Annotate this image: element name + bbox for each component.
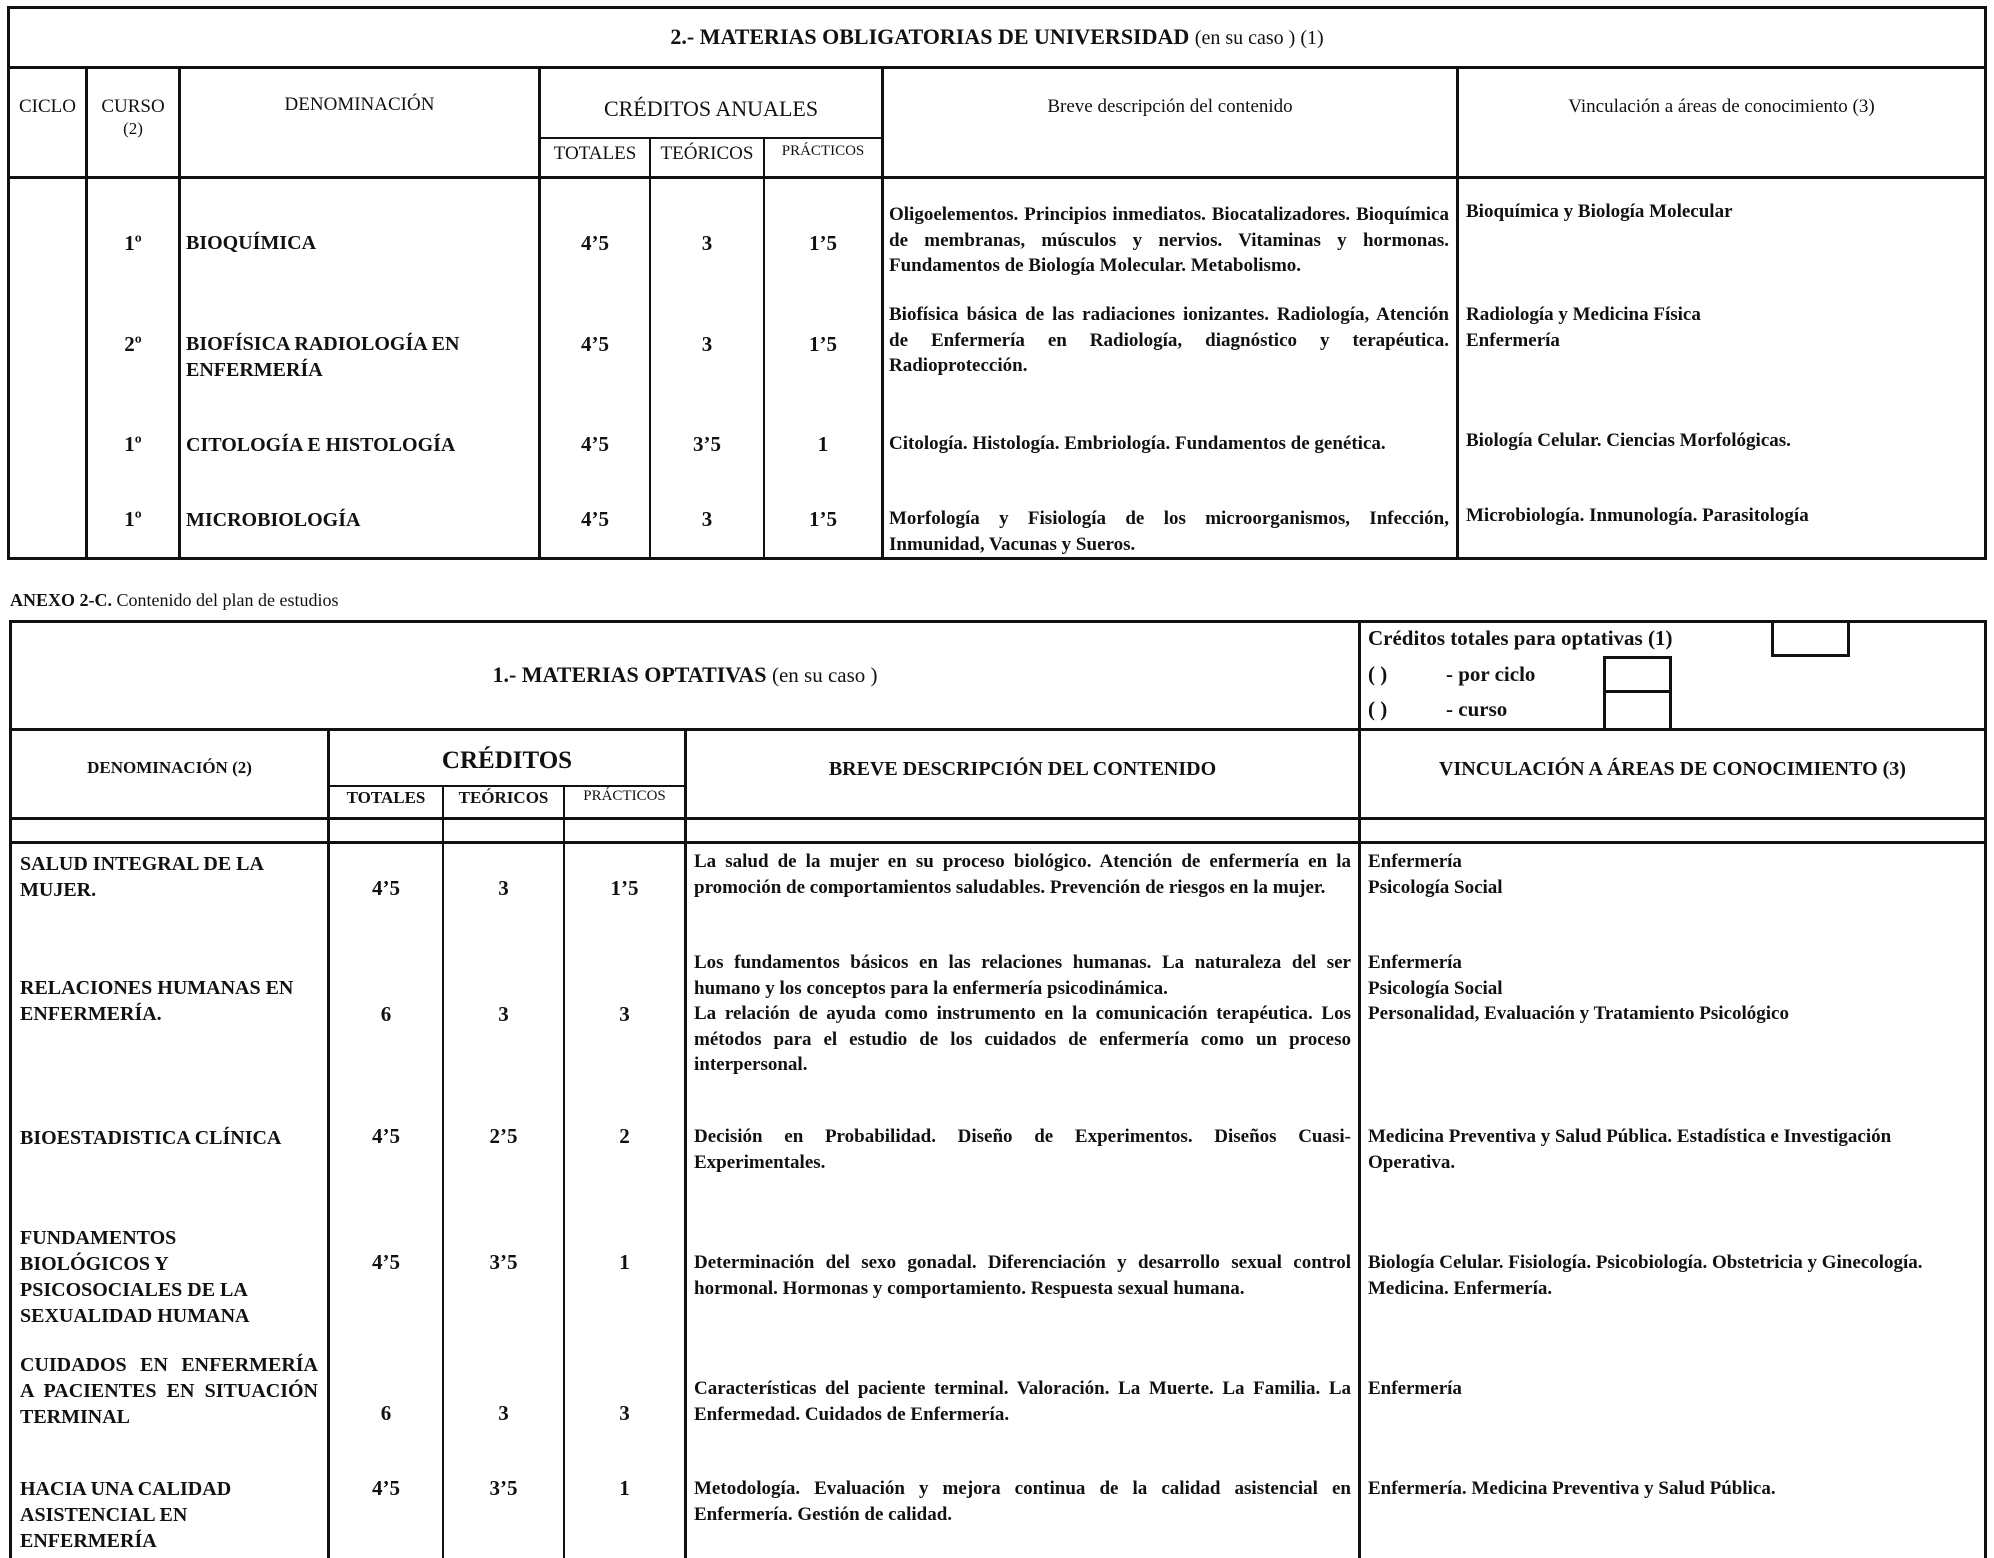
cell-practicos: 1’5 <box>610 876 639 900</box>
cell-practicos: 2 <box>619 1124 630 1148</box>
cell-totales: 4’5 <box>372 1124 400 1148</box>
header-denominacion: DENOMINACIÓN <box>284 94 435 115</box>
cell-vinculacion: Enfermería. Medicina Preventiva y Salud Pública. <box>1368 1478 1776 1499</box>
table-divider <box>7 66 1987 69</box>
header-curso: CURSO <box>101 96 165 117</box>
table-divider <box>881 66 884 560</box>
curso-label: - curso <box>1446 697 1508 721</box>
table-divider <box>9 728 1987 731</box>
cell-practicos: 1 <box>619 1476 630 1500</box>
header-descripcion: Breve descripción del contenido <box>1047 96 1293 117</box>
cell-vinculacion: Medicina Preventiva y Salud Pública. Estadística e Investigación Operativa. <box>1368 1126 1892 1173</box>
table-divider <box>178 66 181 560</box>
cell-totales: 6 <box>380 1401 392 1425</box>
cell-descripcion: Biofísica básica de las radiaciones ionizantes. Radiología, Atención de Enfermería en Radiología, diagnóstico y terapéutica. Radioprotección. <box>889 304 1449 376</box>
cell-descripcion: Metodología. Evaluación y mejora continua de la calidad asistencial en Enfermería. Gestión de calidad. <box>694 1478 1351 1525</box>
annex-text: Contenido del plan de estudios <box>116 590 339 610</box>
header-vinculacion: VINCULACIÓN A ÁREAS DE CONOCIMIENTO (3) <box>1439 758 1906 780</box>
cell-curso: 2º <box>124 332 142 356</box>
header-denominacion: DENOMINACIÓN (2) <box>87 758 252 777</box>
header-vinculacion: Vinculación a áreas de conocimiento (3) <box>1568 96 1875 117</box>
table-divider <box>327 785 687 787</box>
curso-mark: ( ) <box>1368 697 1388 721</box>
cell-totales: 4’5 <box>581 332 609 356</box>
table-border <box>1984 6 1987 560</box>
cell-curso: 1º <box>124 231 142 255</box>
cell-vinculacion: Enfermería <box>1368 1378 1462 1399</box>
header-practicos: PRÁCTICOS <box>583 788 666 804</box>
table-border <box>9 620 1987 623</box>
cell-teoricos: 3 <box>701 332 713 356</box>
cell-practicos: 1 <box>619 1250 630 1274</box>
cell-denominacion: MICROBIOLOGÍA <box>186 509 361 531</box>
cell-totales: 6 <box>380 1002 392 1026</box>
table-title <box>10 24 1984 50</box>
header-practicos: PRÁCTICOS <box>781 143 865 159</box>
table-divider <box>1456 66 1459 560</box>
table-title-main: 1.- MATERIAS OPTATIVAS <box>492 662 767 687</box>
por-ciclo-label: - por ciclo <box>1446 662 1536 686</box>
table-title-suffix: (en su caso ) (1) <box>1194 27 1324 49</box>
annex-caption <box>10 590 338 611</box>
credits-total-label: Créditos totales para optativas (1) <box>1368 626 1673 650</box>
cell-denominacion: BIOQUÍMICA <box>186 232 317 254</box>
header-descripcion: BREVE DESCRIPCIÓN DEL CONTENIDO <box>828 758 1217 780</box>
cell-vinculacion: Microbiología. Inmunología. Parasitología <box>1466 505 1809 526</box>
cell-vinculacion: Enfermería Psicología Social <box>1368 851 1503 898</box>
cell-teoricos: 3 <box>498 1002 509 1026</box>
cell-teoricos: 3 <box>498 876 509 900</box>
cell-teoricos: 3’5 <box>693 432 721 456</box>
cell-descripcion: Los fundamentos básicos en las relaciones humanas. La naturaleza del ser humano y los conceptos para la enfermería psicodinámica. La relación de ayuda como instrumento en la comunicación terapéutica. Los métodos para el estudio de los cuidados de enfermería como un proceso interpersonal. <box>694 952 1351 1075</box>
cell-vinculacion: Radiología y Medicina Física Enfermería <box>1466 304 1701 351</box>
header-creditos-anuales: CRÉDITOS ANUALES <box>603 96 819 121</box>
table-divider <box>9 817 1987 820</box>
cell-totales: 4’5 <box>372 1250 400 1274</box>
cell-teoricos: 3 <box>701 231 713 255</box>
cell-descripcion: Morfología y Fisiología de los microorganismos, Infección, Inmunidad, Vacunas y Sueros. <box>889 508 1449 555</box>
table-title <box>12 662 1358 688</box>
table-title-suffix: (en su caso ) <box>771 663 878 687</box>
cell-practicos: 1 <box>817 432 829 456</box>
cell-descripcion: Determinación del sexo gonadal. Diferenciación y desarrollo sexual control hormonal. Hormonas y comportamiento. Respuesta sexual humana. <box>694 1252 1351 1299</box>
header-totales: TOTALES <box>346 788 426 807</box>
cell-vinculacion: Bioquímica y Biología Molecular <box>1466 201 1733 222</box>
cell-teoricos: 3 <box>701 507 713 531</box>
header-curso-note: (2) <box>123 119 143 138</box>
cell-practicos: 1’5 <box>809 507 837 531</box>
cell-totales: 4’5 <box>581 432 609 456</box>
cell-practicos: 3 <box>619 1401 630 1425</box>
cell-practicos: 1’5 <box>809 231 837 255</box>
cell-descripcion: La salud de la mujer en su proceso biológico. Atención de enfermería en la promoción de comportamientos saludables. Prevención de riesgos en la mujer. <box>694 851 1351 898</box>
cell-teoricos: 3’5 <box>489 1250 518 1274</box>
table-divider <box>7 176 1987 179</box>
table-border <box>7 6 10 560</box>
cell-teoricos: 3 <box>498 1401 509 1425</box>
cell-denominacion: CITOLOGÍA E HISTOLOGÍA <box>186 434 456 456</box>
table-border <box>7 557 1987 560</box>
cell-teoricos: 3’5 <box>489 1476 518 1500</box>
table-divider <box>538 66 541 560</box>
cell-descripcion: Citología. Histología. Embriología. Fundamentos de genética. <box>889 433 1386 454</box>
por-ciclo-field[interactable] <box>1603 656 1672 693</box>
cell-denominacion: HACIA UNA CALIDAD ASISTENCIAL EN ENFERMERÍA <box>20 1478 232 1552</box>
cell-vinculacion: Enfermería Psicología Social Personalidad, Evaluación y Tratamiento Psicológico <box>1368 952 1789 1024</box>
header-teoricos: TEÓRICOS <box>660 143 754 164</box>
table-divider <box>85 66 88 560</box>
cell-denominacion: BIOESTADISTICA CLÍNICA <box>20 1127 282 1149</box>
table-divider <box>684 728 687 1558</box>
cell-descripcion: Características del paciente terminal. Valoración. La Muerte. La Familia. La Enfermedad. Cuidados de Enfermería. <box>694 1378 1351 1425</box>
cell-totales: 4’5 <box>372 1476 400 1500</box>
cell-descripcion: Decisión en Probabilidad. Diseño de Experimentos. Diseños Cuasi-Experimentales. <box>694 1126 1351 1173</box>
cell-curso: 1º <box>124 507 142 531</box>
annex-label: ANEXO 2-C. <box>10 590 112 610</box>
cell-totales: 4’5 <box>581 507 609 531</box>
cell-practicos: 1’5 <box>809 332 837 356</box>
cell-denominacion: BIOFÍSICA RADIOLOGÍA EN ENFERMERÍA <box>186 333 460 381</box>
cell-totales: 4’5 <box>372 876 400 900</box>
table-border <box>1984 620 1987 1558</box>
cell-descripcion: Oligoelementos. Principios inmediatos. Biocatalizadores. Bioquímica de membranas, músculos y nervios. Vitaminas y hormonas. Fundamentos de Biología Molecular. Metabolismo. <box>889 204 1449 276</box>
table-divider <box>541 137 883 139</box>
cell-practicos: 3 <box>619 1002 630 1026</box>
cell-vinculacion: Biología Celular. Fisiología. Psicobiología. Obstetricia y Ginecología. Medicina. Enfermería. <box>1368 1252 1923 1299</box>
cell-denominacion: RELACIONES HUMANAS EN ENFERMERÍA. <box>20 977 294 1025</box>
header-teoricos: TEÓRICOS <box>458 788 549 807</box>
cell-denominacion: SALUD INTEGRAL DE LA MUJER. <box>20 853 263 901</box>
header-creditos: CRÉDITOS <box>441 747 573 774</box>
cell-denominacion: FUNDAMENTOS BIOLÓGICOS Y PSICOSOCIALES DE LA SEXUALIDAD HUMANA <box>20 1227 250 1327</box>
header-ciclo: CICLO <box>19 96 76 117</box>
table-border <box>7 6 1987 9</box>
cell-denominacion: CUIDADOS EN ENFERMERÍA A PACIENTES EN SITUACIÓN TERMINAL <box>20 1354 318 1428</box>
credits-total-field[interactable] <box>1771 620 1850 657</box>
table-title-main: 2.- MATERIAS OBLIGATORIAS DE UNIVERSIDAD <box>670 24 1190 49</box>
cell-vinculacion: Biología Celular. Ciencias Morfológicas. <box>1466 430 1791 451</box>
por-ciclo-mark: ( ) <box>1368 662 1388 686</box>
cell-totales: 4’5 <box>581 231 609 255</box>
cell-curso: 1º <box>124 432 142 456</box>
cell-teoricos: 2’5 <box>489 1124 518 1148</box>
header-totales: TOTALES <box>553 143 637 164</box>
table-divider <box>9 841 1987 844</box>
curso-field[interactable] <box>1603 690 1672 731</box>
